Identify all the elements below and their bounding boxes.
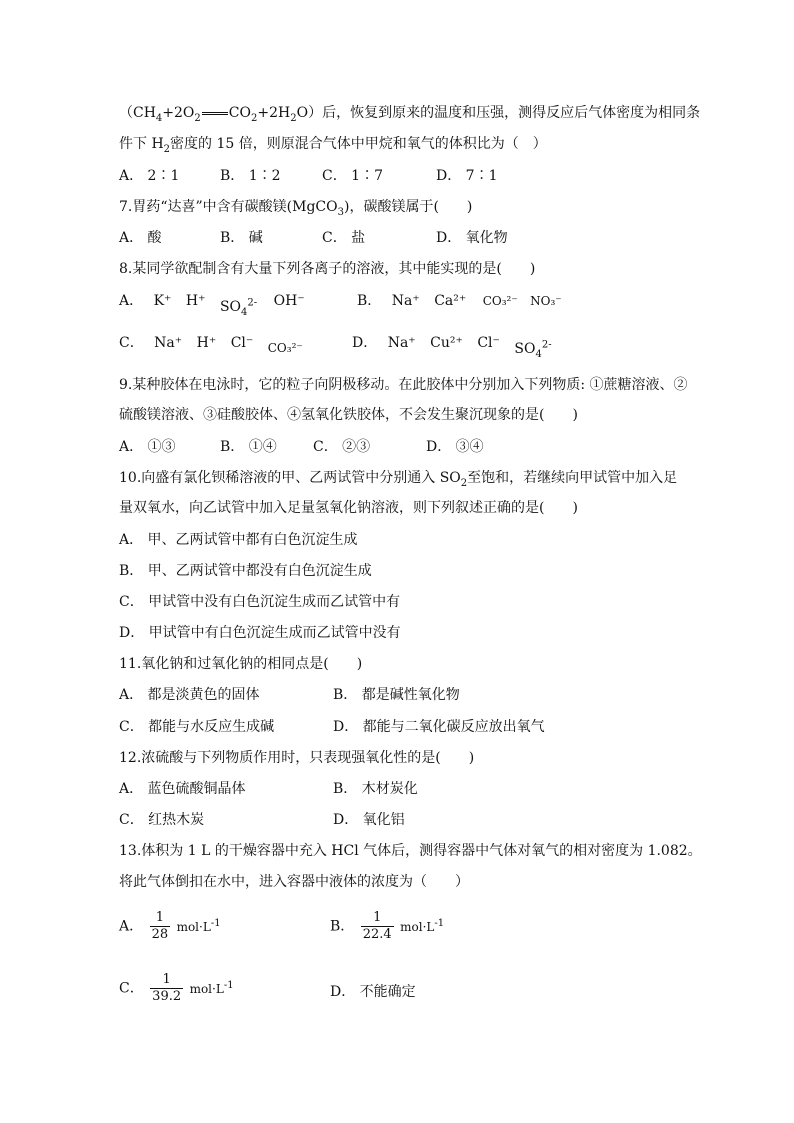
q8-stem: 8.某同学欲配制含有大量下列各离子的溶液，其中能实现的是( ) [119, 261, 536, 277]
q13-option-d: D． 不能确定 [330, 984, 416, 1000]
q9-line1: 9.某种胶体在电泳时，它的粒子向阴极移动。在此胶体中分别加入下列物质: ①蔗糖溶液、② [119, 377, 688, 393]
q6-option-c: C． 1∶7 [322, 168, 383, 184]
fraction: $\frac{1}{22.4}$ [362, 910, 392, 942]
q13-option-c: C． $\frac{1}{39.2}$ $mol\cdot L^{-1}$ [119, 972, 234, 1004]
q11-stem: 11.氧化钠和过氧化钠的相同点是( ) [119, 656, 363, 672]
q12-option-a: A． 蓝色硫酸铜晶体 [119, 781, 246, 797]
q10-option-b: B． 甲、乙两试管中都没有白色沉淀生成 [119, 563, 372, 579]
q8-option-c: C． Na⁺ H⁺ Cl⁻ CO₃²⁻ [119, 335, 303, 355]
q9-option-d: D． ③④ [426, 439, 484, 455]
q13-option-b: B． $\frac{1}{22.4}$ $mol\cdot L^{-1}$ [330, 910, 445, 942]
q13-line2: 将此气体倒扣在水中，进入容器中液体的浓度为（ ） [119, 874, 469, 890]
q10-option-a: A． 甲、乙两试管中都有白色沉淀生成 [119, 532, 358, 548]
q11-option-d: D． 都能与二氧化碳反应放出氧气 [333, 719, 545, 735]
q12-option-d: D． 氧化铝 [333, 812, 405, 828]
q6-line2: 件下 $H_2$密度的 15 倍，则原混合气体中甲烷和氧气的体积比为（ ） [119, 136, 547, 155]
fraction: $\frac{1}{28}$ [151, 910, 169, 942]
q8-option-a: A． K⁺ H⁺ $SO_4^{2-}$ OH⁻ [119, 293, 305, 318]
sulfate-ion: $SO_4^{2-}$ [219, 297, 258, 318]
q8-option-d: D． Na⁺ Cu²⁺ Cl⁻ $SO_4^{2-}$ [352, 335, 552, 360]
q13-option-a: A． $\frac{1}{28}$ $mol\cdot L^{-1}$ [119, 910, 221, 942]
q12-stem: 12.浓硫酸与下列物质作用时，只表现强氧化性的是( ) [119, 750, 475, 766]
q6-option-a: A． 2∶1 [119, 168, 180, 184]
q11-option-b: B． 都是碱性氧化物 [333, 687, 460, 703]
q10-line1: 10.向盛有氯化钡稀溶液的甲、乙两试管中分别通入 $SO_2$至饱和，若继续向甲试管中加入足 [119, 470, 678, 489]
q6-line1: （$CH_4+2O_2$ $CO_2+2H_2O$）后，恢复到原来的温度和压强，测得反应后气体密度为相同条 [119, 105, 701, 124]
q6-option-d: D． 7∶1 [436, 168, 498, 184]
q9-option-c: C． ②③ [313, 439, 371, 455]
q7-option-a: A． 酸 [119, 230, 162, 246]
q7-option-c: C． 盐 [322, 230, 366, 246]
q7-stem: 7.胃药“达喜”中含有碳酸镁(MgCO$_3$)，碳酸镁属于( ) [119, 199, 473, 218]
q7-option-d: D． 氧化物 [436, 230, 508, 246]
q12-option-c: C． 红热木炭 [119, 812, 205, 828]
equation-equals-sign [202, 112, 228, 115]
q6-option-b: B． 1∶2 [220, 168, 281, 184]
q9-option-a: A． ①③ [119, 439, 176, 455]
q11-option-c: C． 都能与水反应生成碱 [119, 719, 275, 735]
q7-option-b: B． 碱 [220, 230, 263, 246]
fraction: $\frac{1}{39.2}$ [152, 972, 182, 1004]
q9-option-b: B． ①④ [220, 439, 277, 455]
q10-option-c: C． 甲试管中没有白色沉淀生成而乙试管中有 [119, 594, 401, 610]
q11-option-a: A． 都是淡黄色的固体 [119, 687, 260, 703]
q10-option-d: D． 甲试管中有白色沉淀生成而乙试管中没有 [119, 625, 401, 641]
q10-line2: 量双氧水，向乙试管中加入足量氢氧化钠溶液，则下列叙述正确的是( ) [119, 500, 578, 516]
q13-line1: 13.体积为 1 L 的干燥容器中充入 HCl 气体后，测得容器中气体对氧气的相对密度为 1.082。 [119, 843, 702, 859]
q12-option-b: B． 木材炭化 [333, 781, 418, 797]
sulfate-ion: $SO_4^{2-}$ [514, 339, 552, 360]
q9-line2: 硫酸镁溶液、③硅酸胶体、④氢氧化铁胶体，不会发生聚沉现象的是( ) [119, 407, 578, 423]
q8-option-b: B． Na⁺ Ca²⁺ CO₃²⁻ NO₃⁻ [357, 293, 562, 309]
